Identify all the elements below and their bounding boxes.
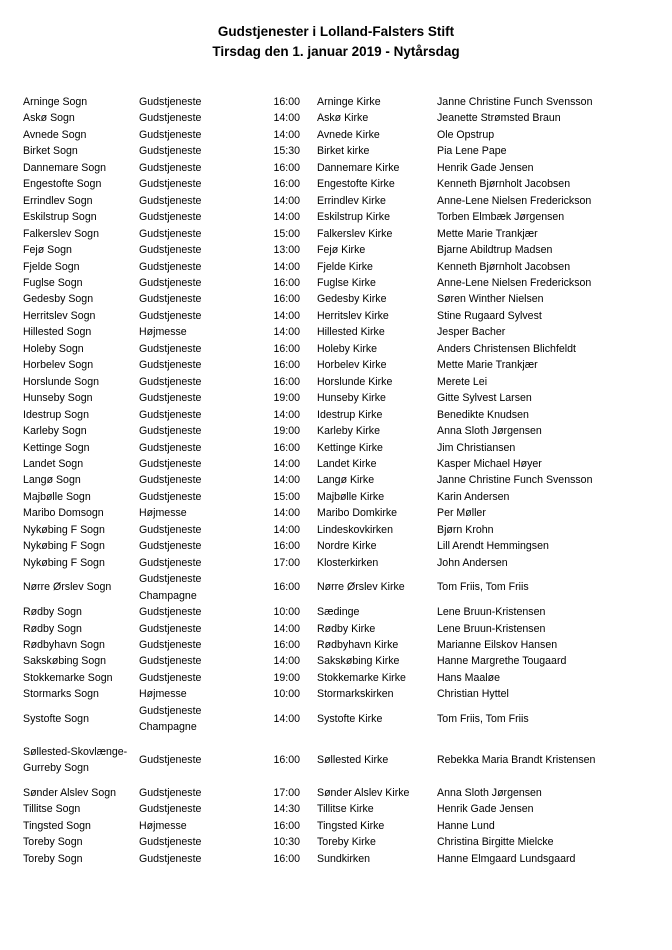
time-cell: 16:00 [273,161,300,174]
priest-cell: Janne Christine Funch Svensson [437,96,593,108]
parish-cell: Horbelev Sogn [23,359,94,372]
page-title: Gudstjenester i Lolland-Falsters Stift [217,24,455,39]
time-cell: 16:00 [273,96,300,108]
table-row [23,440,667,456]
priest-cell: Stine Rugaard Sylvest [437,309,542,322]
priest-cell: Lene Bruun-Kristensen [437,606,546,619]
time-cell: 15:30 [273,145,300,158]
priest-cell: Bjarne Abildtrup Madsen [437,244,553,257]
time-cell: 16:00 [273,359,300,372]
time-cell: 14:00 [273,309,300,322]
time-cell: 19:00 [273,671,300,684]
time-cell: 14:00 [273,326,300,339]
priest-cell: Christina Birgitte Mielcke [437,836,554,849]
service-type-cell: Gudstjeneste [139,425,202,438]
time-cell: 16:00 [273,293,300,306]
table-row [23,390,667,406]
table-row [23,736,667,785]
church-cell: Holeby Kirke [317,342,378,355]
priest-cell: Hanne Elmgaard Lundsgaard [437,852,576,865]
table-row [23,94,667,110]
church-cell: Maribo Domkirke [317,507,398,520]
church-cell: Sædinge [317,606,360,619]
table-row [23,653,667,669]
parish-cell: Fejø Sogn [23,244,72,257]
priest-cell: Kenneth Bjørnholt Jacobsen [437,178,571,191]
parish-cell: Birket Sogn [23,145,78,158]
parish-cell: Rødbyhavn Sogn [23,638,105,651]
page-subtitle: Tirsdag den 1. januar 2019 - Nytårsdag [212,44,460,59]
table-row [23,275,667,291]
parish-cell: Tillitse Sogn [23,803,81,816]
service-table [23,94,667,867]
priest-cell: Tom Friis, Tom Friis [437,581,529,594]
table-row [23,209,667,225]
church-cell: Systofte Kirke [317,712,383,725]
table-row [23,341,667,357]
parish-cell: Horslunde Sogn [23,375,99,388]
service-type-cell: Gudstjeneste [139,655,202,668]
priest-cell: Anne-Lene Nielsen Frederickson [437,194,592,207]
table-row [23,703,667,736]
table-row [23,489,667,505]
church-cell: Karleby Kirke [317,425,380,438]
table-row [23,505,667,521]
parish-cell: Stokkemarke Sogn [23,671,113,684]
parish-cell: Errindlev Sogn [23,194,93,207]
time-cell: 16:00 [273,819,300,832]
church-cell: Sønder Alslev Kirke [317,787,410,800]
parish-cell: Hillested Sogn [23,326,92,339]
church-cell: Falkerslev Kirke [317,227,393,240]
time-cell: 14:00 [273,128,300,141]
church-cell: Hunseby Kirke [317,392,386,405]
priest-cell: Henrik Gade Jensen [437,803,534,816]
priest-cell: Anne-Lene Nielsen Frederickson [437,276,592,289]
service-type-cell: Gudstjeneste Champagne [139,704,202,734]
church-cell: Sundkirken [317,852,370,865]
table-row [23,242,667,258]
table-row [23,423,667,439]
priest-cell: Lill Arendt Hemmingsen [437,540,549,553]
table-row [23,456,667,472]
parish-cell: Sakskøbing Sogn [23,655,107,668]
time-cell: 10:30 [273,836,300,849]
church-cell: Toreby Kirke [317,836,376,849]
parish-cell: Avnede Sogn [23,128,87,141]
time-cell: 14:00 [273,408,300,421]
church-cell: Rødby Kirke [317,622,376,635]
service-type-cell: Gudstjeneste [139,128,202,141]
church-cell: Majbølle Kirke [317,490,385,503]
time-cell: 14:00 [273,211,300,224]
church-cell: Hillested Kirke [317,326,385,339]
church-cell: Kettinge Kirke [317,441,383,454]
parish-cell: Nykøbing F Sogn [23,540,105,553]
church-cell: Nordre Kirke [317,540,377,553]
priest-cell: Rebekka Maria Brandt Kristensen [437,754,596,767]
time-cell: 10:00 [273,606,300,619]
parish-cell: Falkerslev Sogn [23,227,99,240]
priest-cell: Hanne Margrethe Tougaard [437,655,567,668]
table-row [23,637,667,653]
church-cell: Stormarkskirken [317,688,394,701]
service-type-cell: Gudstjeneste [139,836,202,849]
priest-cell: Mette Marie Trankjær [437,227,538,240]
parish-cell: Nykøbing F Sogn [23,523,105,536]
time-cell: 16:00 [273,754,300,767]
priest-cell: Karin Andersen [437,490,510,503]
table-row [23,374,667,390]
service-type-cell: Gudstjeneste [139,161,202,174]
church-cell: Horbelev Kirke [317,359,387,372]
priest-cell: Søren Winther Nielsen [437,293,544,306]
service-type-cell: Gudstjeneste [139,441,202,454]
parish-cell: Fuglse Sogn [23,276,83,289]
priest-cell: Kasper Michael Høyer [437,457,542,470]
service-type-cell: Gudstjeneste [139,556,202,569]
parish-cell: Rødby Sogn [23,622,82,635]
parish-cell: Dannemare Sogn [23,161,107,174]
priest-cell: Jeanette Strømsted Braun [437,112,561,125]
table-row [23,801,667,817]
church-cell: Askø Kirke [317,112,369,125]
parish-cell: Eskilstrup Sogn [23,211,97,224]
priest-cell: John Andersen [437,556,508,569]
parish-cell: Fjelde Sogn [23,260,80,273]
service-type-cell: Gudstjeneste [139,227,202,240]
time-cell: 16:00 [273,638,300,651]
table-row [23,571,667,604]
time-cell: 14:00 [273,507,300,520]
time-cell: 15:00 [273,490,300,503]
church-cell: Fuglse Kirke [317,276,376,289]
church-cell: Tingsted Kirke [317,819,385,832]
service-type-cell: Gudstjeneste [139,96,202,108]
parish-cell: Majbølle Sogn [23,490,91,503]
priest-cell: Bjørn Krohn [437,523,494,536]
service-type-cell: Højmesse [139,507,187,520]
service-type-cell: Gudstjeneste [139,540,202,553]
church-cell: Dannemare Kirke [317,161,400,174]
service-type-cell: Gudstjeneste [139,754,202,767]
time-cell: 16:00 [273,581,300,594]
church-cell: Søllested Kirke [317,754,389,767]
time-cell: 14:00 [273,655,300,668]
table-row [23,834,667,850]
table-row [23,308,667,324]
service-type-cell: Gudstjeneste [139,260,202,273]
priest-cell: Hans Maaløe [437,671,500,684]
service-type-cell: Gudstjeneste [139,178,202,191]
time-cell: 14:00 [273,622,300,635]
priest-cell: Gitte Sylvest Larsen [437,392,532,405]
table-row [23,670,667,686]
priest-cell: Pia Lene Pape [437,145,507,158]
church-cell: Landet Kirke [317,457,377,470]
service-type-cell: Gudstjeneste [139,293,202,306]
table-row [23,472,667,488]
table-row [23,604,667,620]
service-type-cell: Gudstjeneste [139,359,202,372]
priest-cell: Lene Bruun-Kristensen [437,622,546,635]
table-row [23,851,667,867]
time-cell: 16:00 [273,375,300,388]
time-cell: 14:00 [273,474,300,487]
time-cell: 19:00 [273,425,300,438]
parish-cell: Sønder Alslev Sogn [23,787,117,800]
parish-cell: Toreby Sogn [23,852,83,865]
parish-cell: Landet Sogn [23,457,84,470]
parish-cell: Nørre Ørslev Sogn [23,581,112,594]
parish-cell: Hunseby Sogn [23,392,93,405]
table-row [23,407,667,423]
church-cell: Avnede Kirke [317,128,380,141]
parish-cell: Karleby Sogn [23,425,87,438]
church-cell: Lindeskovkirken [317,523,393,536]
service-type-cell: Gudstjeneste [139,112,202,125]
table-row [23,127,667,143]
parish-cell: Engestofte Sogn [23,178,102,191]
priest-cell: Benedikte Knudsen [437,408,529,421]
parish-cell: Stormarks Sogn [23,688,99,701]
parish-cell: Systofte Sogn [23,712,89,725]
table-row [23,621,667,637]
priest-cell: Jim Christiansen [437,441,516,454]
time-cell: 14:00 [273,523,300,536]
service-type-cell: Gudstjeneste [139,145,202,158]
priest-cell: Tom Friis, Tom Friis [437,712,529,725]
table-row [23,226,667,242]
time-cell: 14:00 [273,112,300,125]
priest-cell: Mette Marie Trankjær [437,359,538,372]
priest-cell: Kenneth Bjørnholt Jacobsen [437,260,571,273]
table-row [23,291,667,307]
parish-cell: Herritslev Sogn [23,309,96,322]
time-cell: 10:00 [273,688,300,701]
priest-cell: Anders Christensen Blichfeldt [437,342,576,355]
time-cell: 16:00 [273,342,300,355]
time-cell: 16:00 [273,441,300,454]
church-cell: Errindlev Kirke [317,194,386,207]
table-row [23,555,667,571]
table-row [23,785,667,801]
table-row [23,357,667,373]
church-cell: Birket kirke [317,145,370,158]
table-row [23,818,667,834]
priest-cell: Henrik Gade Jensen [437,161,534,174]
priest-cell: Anna Sloth Jørgensen [437,425,542,438]
time-cell: 16:00 [273,178,300,191]
service-type-cell: Gudstjeneste [139,474,202,487]
time-cell: 17:00 [273,787,300,800]
table-row [23,324,667,340]
service-type-cell: Gudstjeneste [139,309,202,322]
service-type-cell: Højmesse [139,326,187,339]
service-type-cell: Højmesse [139,688,187,701]
service-type-cell: Gudstjeneste [139,392,202,405]
service-type-cell: Gudstjeneste Champagne [139,573,202,602]
parish-cell: Langø Sogn [23,474,81,487]
church-cell: Idestrup Kirke [317,408,383,421]
church-cell: Sakskøbing Kirke [317,655,400,668]
time-cell: 16:00 [273,276,300,289]
service-type-cell: Gudstjeneste [139,211,202,224]
table-row [23,143,667,159]
church-cell: Fjelde Kirke [317,260,373,273]
service-type-cell: Højmesse [139,819,187,832]
church-cell: Nørre Ørslev Kirke [317,581,405,594]
parish-cell: Tingsted Sogn [23,819,91,832]
service-type-cell: Gudstjeneste [139,457,202,470]
church-cell: Herritslev Kirke [317,309,389,322]
parish-cell: Søllested-Skovlænge-Gurreby Sogn [23,745,128,775]
time-cell: 14:00 [273,712,300,725]
service-type-cell: Gudstjeneste [139,622,202,635]
table-row [23,160,667,176]
priest-cell: Jesper Bacher [437,326,506,339]
time-cell: 19:00 [273,392,300,405]
time-cell: 14:30 [273,803,300,816]
service-type-cell: Gudstjeneste [139,523,202,536]
time-cell: 14:00 [273,260,300,273]
table-row [23,522,667,538]
time-cell: 15:00 [273,227,300,240]
table-row [23,538,667,554]
parish-cell: Arninge Sogn [23,96,88,108]
service-type-cell: Gudstjeneste [139,194,202,207]
time-cell: 16:00 [273,540,300,553]
service-type-cell: Gudstjeneste [139,803,202,816]
table-row [23,176,667,192]
service-type-cell: Gudstjeneste [139,852,202,865]
priest-cell: Marianne Eilskov Hansen [437,638,558,651]
parish-cell: Askø Sogn [23,112,75,125]
time-cell: 16:00 [273,852,300,865]
service-type-cell: Gudstjeneste [139,638,202,651]
service-type-cell: Gudstjeneste [139,342,202,355]
priest-cell: Janne Christine Funch Svensson [437,474,593,487]
church-cell: Tillitse Kirke [317,803,374,816]
church-cell: Gedesby Kirke [317,293,387,306]
church-cell: Klosterkirken [317,556,379,569]
parish-cell: Idestrup Sogn [23,408,89,421]
church-cell: Eskilstrup Kirke [317,211,390,224]
time-cell: 17:00 [273,556,300,569]
priest-cell: Ole Opstrup [437,128,495,141]
table-row [23,259,667,275]
table-row [23,686,667,702]
church-cell: Langø Kirke [317,474,375,487]
priest-cell: Anna Sloth Jørgensen [437,787,542,800]
table-row [23,193,667,209]
service-type-cell: Gudstjeneste [139,490,202,503]
service-type-cell: Gudstjeneste [139,787,202,800]
service-type-cell: Gudstjeneste [139,375,202,388]
church-cell: Fejø Kirke [317,244,366,257]
church-cell: Horslunde Kirke [317,375,393,388]
parish-cell: Nykøbing F Sogn [23,556,105,569]
parish-cell: Gedesby Sogn [23,293,94,306]
time-cell: 14:00 [273,457,300,470]
table-row [23,110,667,126]
parish-cell: Rødby Sogn [23,606,82,619]
priest-cell: Torben Elmbæk Jørgensen [437,211,565,224]
service-type-cell: Gudstjeneste [139,606,202,619]
church-cell: Engestofte Kirke [317,178,395,191]
priest-cell: Christian Hyttel [437,688,509,701]
time-cell: 14:00 [273,194,300,207]
church-cell: Stokkemarke Kirke [317,671,406,684]
priest-cell: Merete Lei [437,375,488,388]
service-type-cell: Gudstjeneste [139,276,202,289]
service-type-cell: Gudstjeneste [139,671,202,684]
parish-cell: Toreby Sogn [23,836,83,849]
priest-cell: Per Møller [437,507,486,520]
service-type-cell: Gudstjeneste [139,408,202,421]
priest-cell: Hanne Lund [437,819,495,832]
parish-cell: Kettinge Sogn [23,441,90,454]
church-cell: Rødbyhavn Kirke [317,638,399,651]
parish-cell: Maribo Domsogn [23,507,104,520]
parish-cell: Holeby Sogn [23,342,84,355]
service-type-cell: Gudstjeneste [139,244,202,257]
church-cell: Arninge Kirke [317,96,381,108]
time-cell: 13:00 [273,244,300,257]
